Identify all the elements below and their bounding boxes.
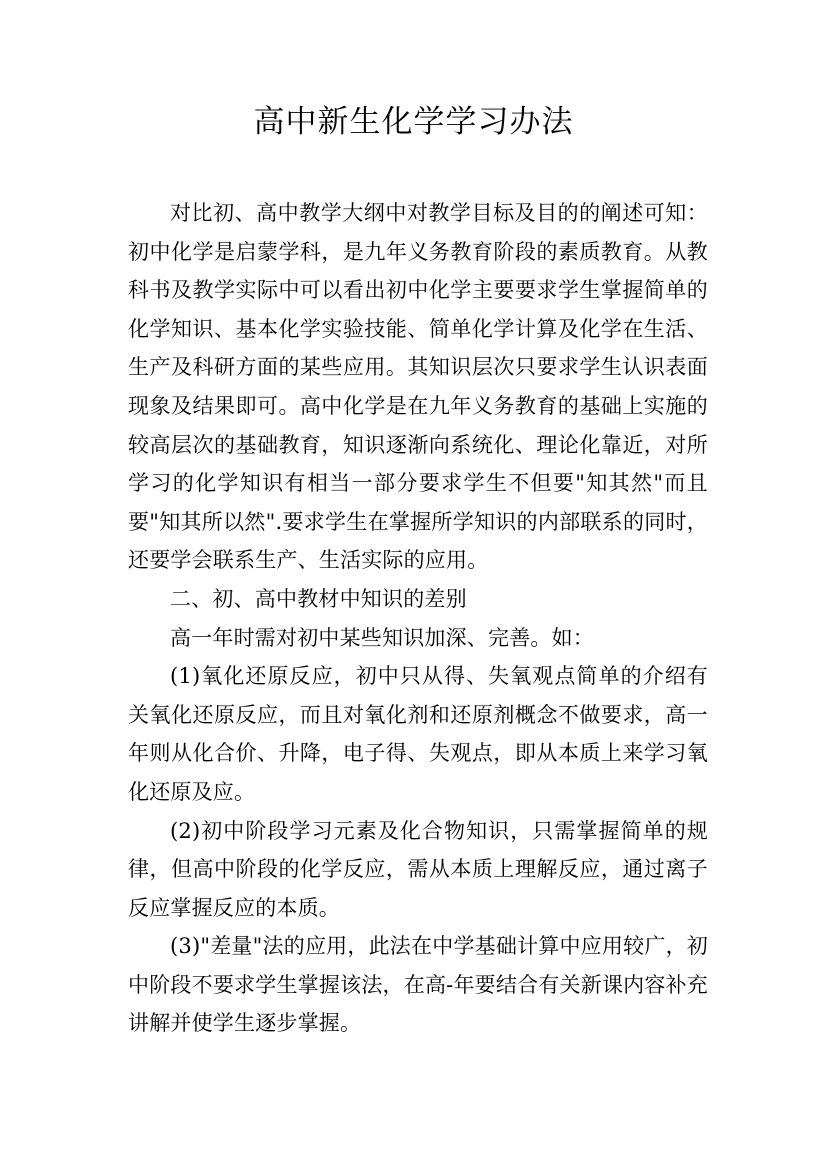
paragraph-item-2: (2)初中阶段学习元素及化合物知识，只需掌握简单的规律，但高中阶段的化学反应，需从本质上理解反应，通过离子反应掌握反应的本质。 [128, 818, 708, 920]
paragraph-item-1: (1)氧化还原反应，初中只从得、失氧观点简单的介绍有关氧化还原反应，而且对氧化剂和还原剂概念不做要求，高一年则从化合价、升降，电子得、失观点，即从本质上来学习氧化还原及应。 [128, 664, 708, 804]
paragraph-item-3: (3)"差量"法的应用，此法在中学基础计算中应用较广，初中阶段不要求学生掌握该法，在高-年要结合有关新课内容补充讲解并使学生逐步掌握。 [128, 934, 708, 1036]
paragraph-intro: 对比初、高中教学大纲中对教学目标及目的的阐述可知：初中化学是启蒙学科，是九年义务教育阶段的素质教育。从教科书及教学实际中可以看出初中化学主要要求学生掌握简单的化学知识、基本化学实验技能、简单化学计算及化学在生活、生产及科研方面的某些应用。其知识层次只要求学生认识表面现象及结果即可。高中化学是在九年义务教育的基础上实施的较高层次的基础教育，知识逐渐向系统化、理论化靠近，对所学习的化学知识有相当一部分要求学生不但要"知其然"而且要"知其所以然".要求学生在掌握所学知识的内部联系的同时，还要学会联系生产、生活实际的应用。 [128, 201, 708, 573]
paragraph-section-heading: 二、初、高中教材中知识的差别 [170, 586, 467, 611]
document-body [128, 194, 708, 1043]
paragraph-lead: 高一年时需对初中某些知识加深、完善。如： [170, 625, 594, 650]
document-title: 高中新生化学学习办法 [253, 104, 574, 140]
